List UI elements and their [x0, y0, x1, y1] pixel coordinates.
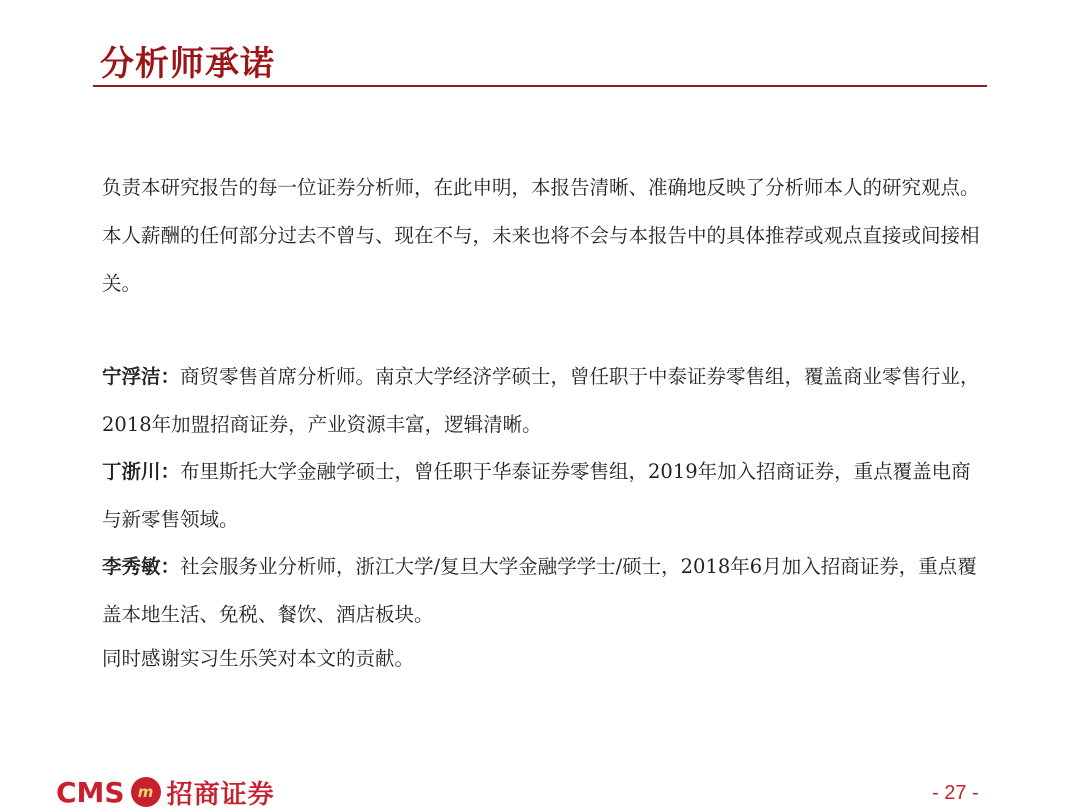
analyst-name: 丁浙川：	[102, 460, 181, 483]
title-divider	[93, 85, 987, 87]
emblem-icon: m	[131, 777, 161, 807]
analyst-description: 布里斯托大学金融学硕士，曾任职于华泰证券零售组，2019年加入招商证券，重点覆盖电商与新零售领域。	[102, 460, 971, 531]
analyst-bio	[102, 448, 982, 544]
logo-text: CMS	[56, 775, 125, 809]
analyst-description: 社会服务业分析师，浙江大学/复旦大学金融学学士/硕士，2018年6月加入招商证券，重点覆盖本地生活、免税、餐饮、酒店板块。	[102, 555, 977, 626]
acknowledgement: 同时感谢实习生乐笑对本文的贡献。	[102, 647, 415, 670]
analyst-name: 李秀敏：	[102, 555, 181, 578]
analyst-bio	[102, 543, 982, 639]
page-title: 分析师承诺	[100, 44, 275, 84]
cms-logo	[56, 774, 275, 810]
brand-name: 招商证券	[166, 779, 275, 810]
analyst-name: 宁浮洁：	[102, 365, 181, 388]
analyst-description: 商贸零售首席分析师。南京大学经济学硕士，曾任职于中泰证券零售组，覆盖商业零售行业，2018年加盟招商证券，产业资源丰富，逻辑清晰。	[102, 365, 980, 436]
commitment-statement: 负责本研究报告的每一位证券分析师，在此申明，本报告清晰、准确地反映了分析师本人的研究观点。本人薪酬的任何部分过去不曾与、现在不与，未来也将不会与本报告中的具体推荐或观点直接或间接相关。	[102, 176, 980, 295]
analyst-bio	[102, 353, 982, 449]
page-number: - 27 -	[932, 782, 979, 804]
